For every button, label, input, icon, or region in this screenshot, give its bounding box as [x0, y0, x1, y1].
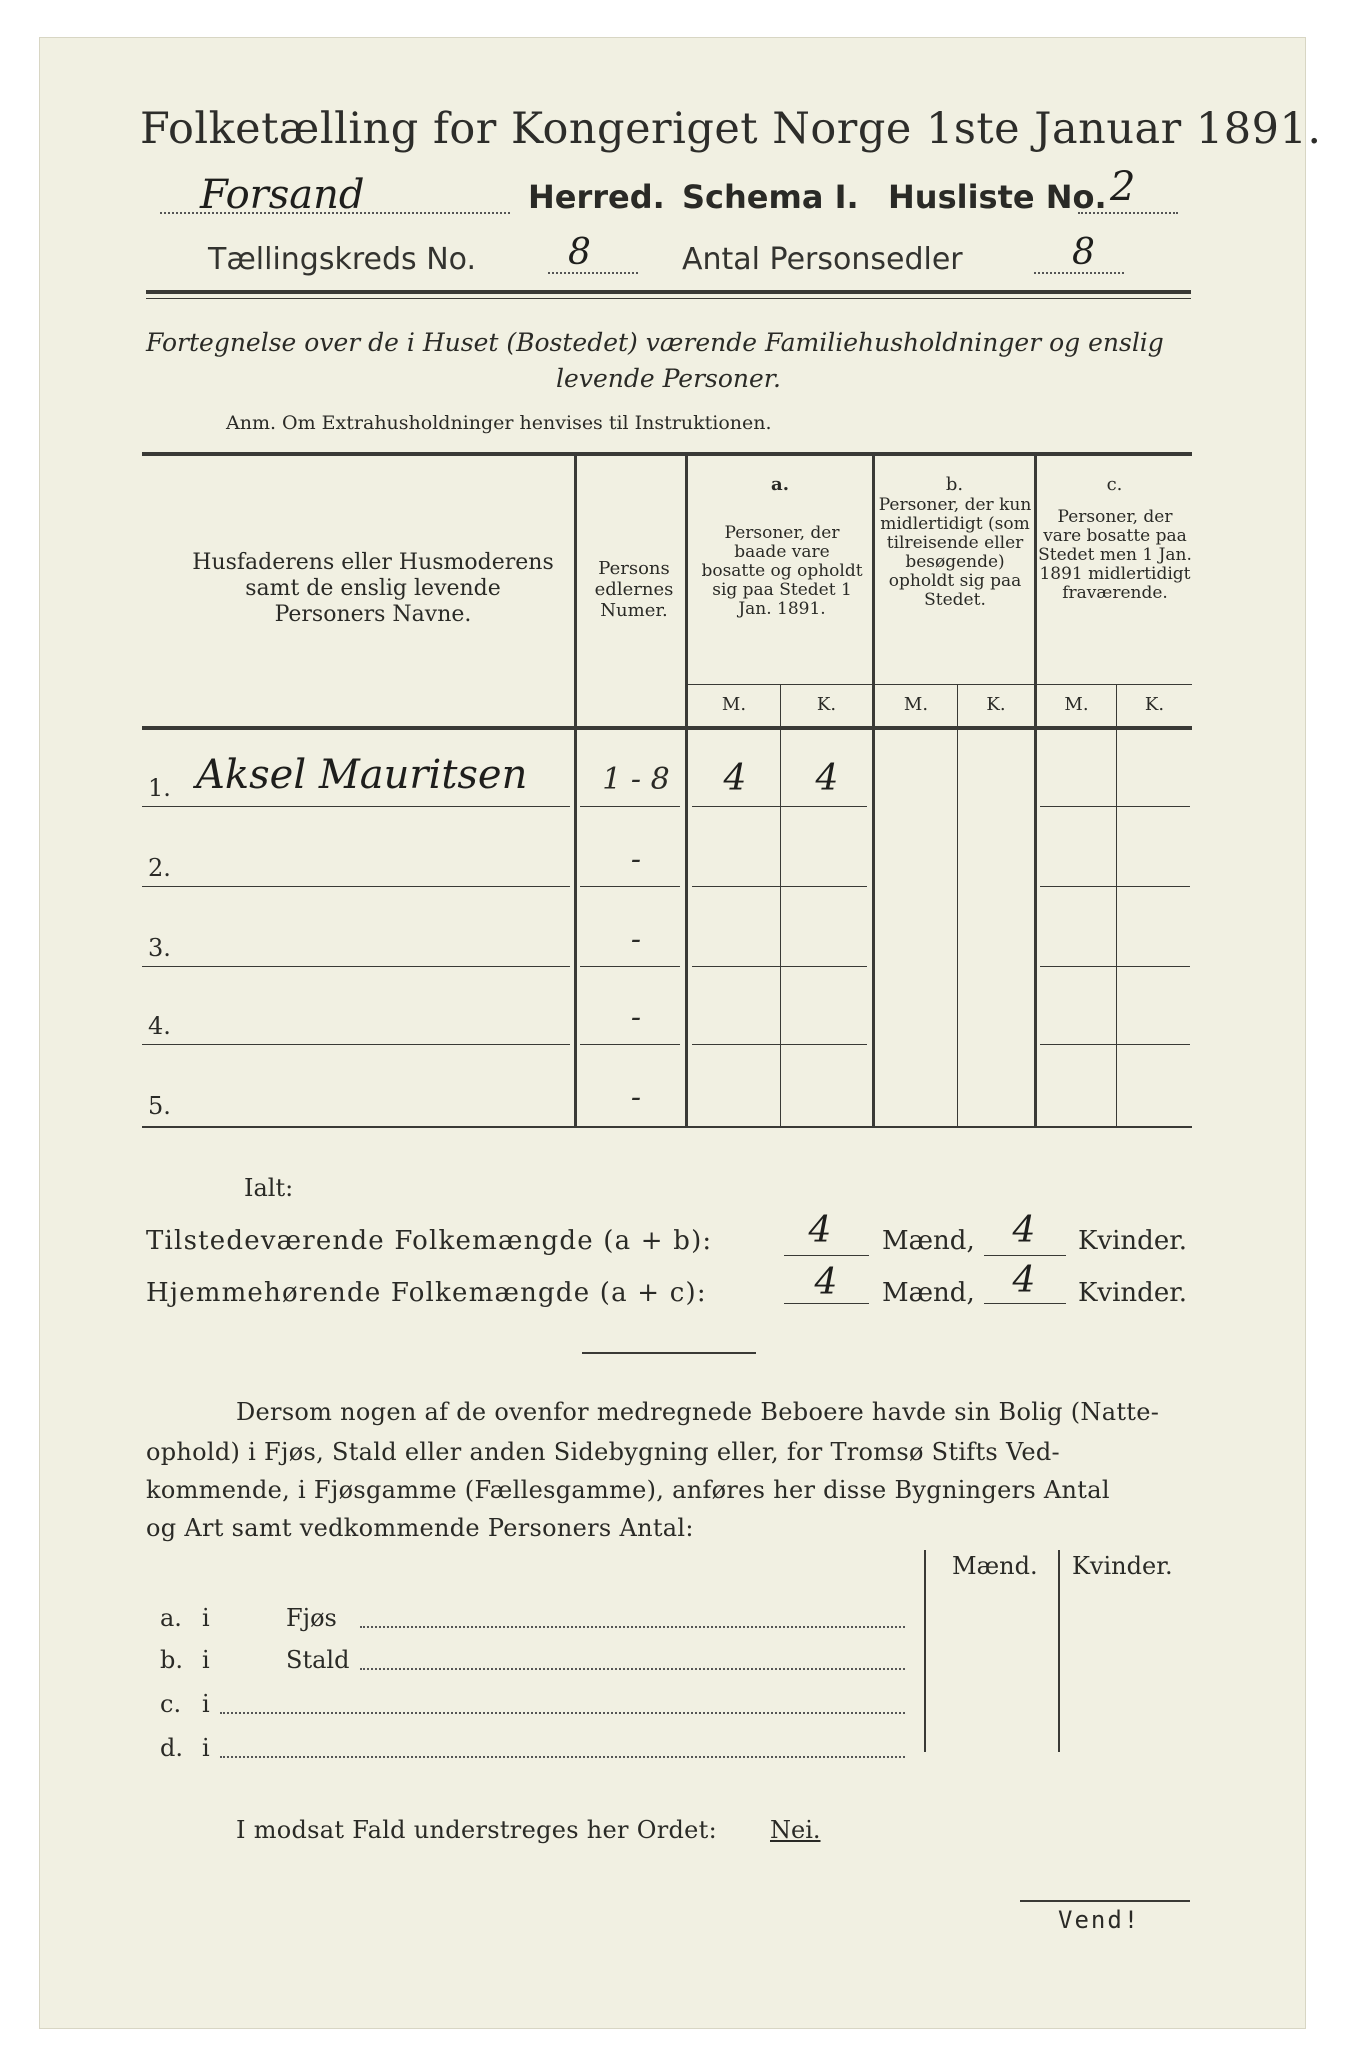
notice-line-2: ophold) i Fjøs, Stald eller anden Sidebygning eller, for Tromsø Stifts Ved- — [146, 1438, 1060, 1466]
notice-item-label: Stald — [286, 1646, 350, 1674]
row-a-k: 4 — [815, 758, 839, 799]
husliste-label: Husliste No. — [888, 178, 1107, 216]
mk-subheader-rule — [687, 684, 1192, 685]
row-rule-num — [580, 886, 680, 887]
notice-line-4: og Art samt vedkommende Personers Antal: — [146, 1514, 694, 1542]
vend-rule — [1020, 1900, 1190, 1902]
col-c-letter: c. — [1106, 474, 1123, 495]
row-rule-a — [692, 966, 867, 967]
notice-divider-2 — [1058, 1550, 1060, 1752]
kreds-dotline — [548, 272, 638, 274]
form-title: Folketælling for Kongeriget Norge 1ste Januar 1891. — [140, 104, 1322, 154]
col-divider-a — [872, 456, 875, 1126]
hjem-k-line — [984, 1303, 1066, 1304]
tilst-label: Tilstedeværende Folkemængde (a + b): — [146, 1226, 713, 1256]
schema-label: Schema I. — [682, 178, 859, 216]
kreds-label: Tællingskreds No. — [208, 242, 476, 277]
row-rule-name — [142, 966, 570, 967]
notice-kvinder-col: Kvinder. — [1072, 1552, 1173, 1580]
col-divider-a-mk — [780, 684, 781, 1126]
tilst-k-line — [984, 1255, 1066, 1256]
husliste-value: 2 — [1110, 164, 1136, 210]
hjem-m-value: 4 — [814, 1262, 838, 1303]
col-num-header: Personsedlernes Numer. — [594, 558, 674, 621]
row-rule-name — [142, 886, 570, 887]
col-a-header: Personer, der baade vare bosatte og opholdt sig paa Stedet 1 Jan. 1891. — [701, 523, 863, 619]
notice-item-prep: i — [202, 1690, 210, 1718]
row-rule-bc — [1040, 806, 1190, 807]
notice-item-letter: a. — [160, 1604, 182, 1632]
row-rule-a — [692, 806, 867, 807]
hjem-m-line — [784, 1303, 869, 1304]
notice-item-letter: d. — [160, 1734, 183, 1762]
col-divider-b-mk — [957, 684, 958, 1126]
col-b-letter: b. — [945, 474, 964, 495]
row-number: 4. — [148, 1012, 171, 1040]
tilst-kvinder: Kvinder. — [1078, 1226, 1188, 1256]
col-divider-name — [574, 456, 577, 1126]
herred-label: Herred. — [528, 178, 665, 216]
row-rule-a — [692, 1044, 867, 1045]
vend-text: Vend! — [1058, 1906, 1141, 1934]
kreds-value: 8 — [568, 232, 591, 273]
tilst-maend: Mænd, — [882, 1226, 975, 1256]
row-rule-num — [580, 1044, 680, 1045]
row-person-numbers: - — [630, 1000, 642, 1035]
row-number: 3. — [148, 934, 171, 962]
hjem-label: Hjemmehørende Folkemængde (a + c): — [146, 1278, 707, 1308]
col-divider-num — [685, 456, 688, 1126]
row-rule-num — [580, 966, 680, 967]
row-person-numbers: 1 - 8 — [602, 762, 670, 797]
col-b-m-label: M. — [903, 694, 929, 715]
col-divider-b — [1034, 456, 1037, 1126]
notice-item-letter: c. — [160, 1690, 182, 1718]
notice-item-prep: i — [202, 1646, 210, 1674]
row-rule-num — [580, 806, 680, 807]
col-c-header: Personer, der vare bosatte paa Stedet men 1 Jan. 1891 midlertidigt fraværende. — [1038, 507, 1192, 603]
row-number: 5. — [148, 1092, 171, 1120]
hjem-k-value: 4 — [1012, 1260, 1036, 1301]
ialt-label: Ialt: — [244, 1174, 294, 1202]
notice-item-dotline — [220, 1756, 905, 1758]
notice-item-prep: i — [202, 1734, 210, 1762]
col-b-k-label: K. — [986, 694, 1006, 715]
row-rule-bc — [1040, 1044, 1190, 1045]
notice-maend-col: Mænd. — [952, 1552, 1038, 1580]
anm-note: Anm. Om Extrahusholdninger henvises til Instruktionen. — [226, 412, 772, 434]
row-number: 2. — [148, 854, 171, 882]
row-person-numbers: - — [630, 1080, 642, 1115]
nei-word: Nei. — [770, 1816, 821, 1844]
intro-line-2: levende Personer. — [556, 364, 781, 393]
row-rule-bc — [1040, 966, 1190, 967]
tilst-m-value: 4 — [808, 1210, 832, 1251]
section-separator — [582, 1352, 756, 1354]
notice-line-1: Dersom nogen af de ovenfor medregnede Beboere havde sin Bolig (Natte- — [236, 1398, 1160, 1426]
col-divider-c-mk — [1116, 684, 1117, 1126]
table-bottom-rule — [142, 1126, 1192, 1128]
herred-dotline — [160, 212, 510, 214]
personsedler-label: Antal Personsedler — [682, 242, 963, 277]
herred-value: Forsand — [200, 172, 365, 218]
row-person-numbers: - — [630, 922, 642, 957]
tilst-m-line — [784, 1255, 869, 1256]
col-a-k-label: K. — [816, 694, 837, 715]
notice-divider-1 — [924, 1550, 926, 1752]
row-rule-bc — [1040, 886, 1190, 887]
notice-item-dotline — [360, 1626, 905, 1628]
intro-line-1: Fortegnelse over de i Huset (Bostedet) værende Familiehusholdninger og enslig — [146, 328, 1164, 357]
hjem-kvinder: Kvinder. — [1078, 1278, 1188, 1308]
row-rule-name — [142, 806, 570, 807]
row-number: 1. — [148, 774, 171, 802]
hjem-maend: Mænd, — [882, 1278, 975, 1308]
col-b-header: Personer, der kun midlertidigt (som tilreisende eller besøgende) opholdt sig paa Stedet. — [878, 495, 1032, 610]
notice-line-3: kommende, i Fjøsgamme (Fællesgamme), anføres her disse Bygningers Antal — [146, 1476, 1110, 1504]
tilst-k-value: 4 — [1012, 1210, 1036, 1251]
notice-item-prep: i — [202, 1604, 210, 1632]
notice-item-dotline — [220, 1712, 905, 1714]
husliste-dotline — [1078, 212, 1178, 214]
col-a-m-label: M. — [721, 694, 747, 715]
notice-item-label: Fjøs — [286, 1604, 337, 1632]
row-name: Aksel Mauritsen — [196, 752, 528, 798]
notice-item-dotline — [360, 1668, 905, 1670]
col-name-header: Husfaderens eller Husmoderens samt de enslig levende Personers Navne. — [192, 550, 554, 627]
header-rule — [146, 290, 1191, 294]
header-rule-thin — [146, 298, 1191, 299]
row-rule-a — [692, 886, 867, 887]
notice-item-letter: b. — [160, 1646, 183, 1674]
col-a-letter: a. — [771, 474, 789, 495]
personsedler-value: 8 — [1072, 232, 1095, 273]
col-c-k-label: K. — [1144, 694, 1165, 715]
row-a-m: 4 — [723, 758, 747, 799]
col-c-m-label: M. — [1064, 694, 1089, 715]
row-rule-name — [142, 1044, 570, 1045]
modsat-text: I modsat Fald understreges her Ordet: — [236, 1816, 717, 1844]
row-person-numbers: - — [630, 842, 642, 877]
personsedler-dotline — [1034, 272, 1124, 274]
